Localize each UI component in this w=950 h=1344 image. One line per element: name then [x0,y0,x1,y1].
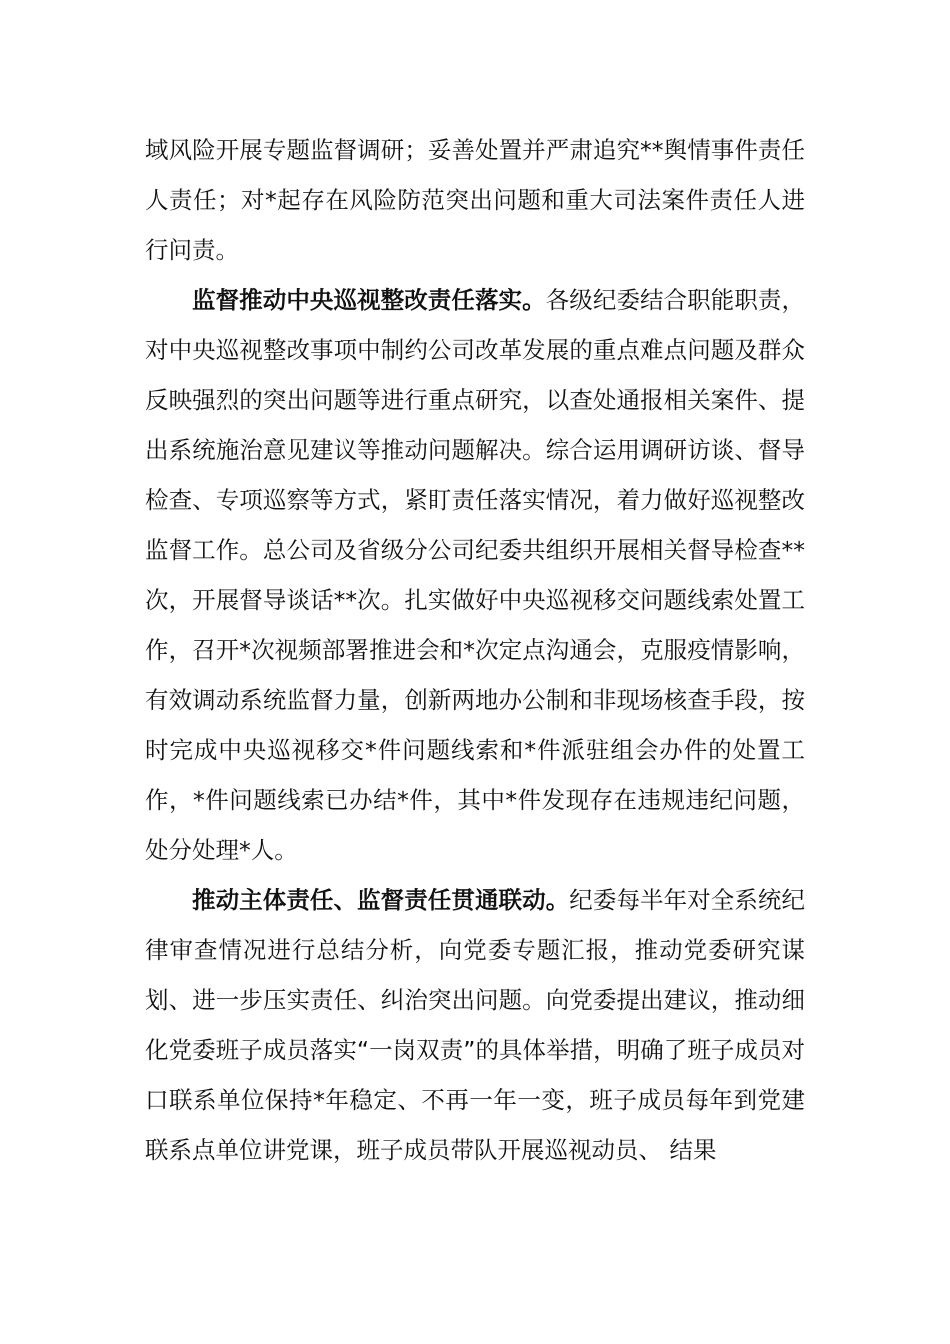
paragraph-heading: 推动主体责任、监督责任贯通联动。 [192,886,570,914]
paragraph-body: 纪委每半年对全系统纪律审查情况进行总结分析，向党委专题汇报，推动党委研究谋划、进一步压实责任、纠治突出问题。向党委提出建议，推动细化党委班子成员落实“一岗双责”的具体举措，明确了班子成员对口联系单位保持*年稳定、不再一年一变，班子成员每年到党建联系点单位讲党课，班子成员带队开展巡视动员、 结果 [145,886,806,1164]
paragraph-inspection-rectification [145,275,805,875]
paragraph-responsibility-linkage [145,875,805,1175]
document-page [145,125,805,1175]
paragraph-body: 各级纪委结合职能职责，对中央巡视整改事项中制约公司改革发展的重点难点问题及群众反映强烈的突出问题等进行重点研究，以查处通报相关案件、提出系统施治意见建议等推动问题解决。综合运用调研访谈、督导检查、专项巡察等方式，紧盯责任落实情况，着力做好巡视整改监督工作。总公司及省级分公司纪委共组织开展相关督导检查**次，开展督导谈话**次。扎实做好中央巡视移交问题线索处置工作，召开*次视频部署推进会和*次定点沟通会，克服疫情影响，有效调动系统监督力量，创新两地办公制和非现场核查手段，按时完成中央巡视移交*件问题线索和*件派驻组会办件的处置工作，*件问题线索已办结*件，其中*件发现存在违规违纪问题，处分处理*人。 [145,286,806,864]
paragraph-body: 域风险开展专题监督调研；妥善处置并严肃追究**舆情事件责任人责任；对*起存在风险防范突出问题和重大司法案件责任人进行问责。 [145,136,805,264]
paragraph-continuation [145,125,805,275]
paragraph-heading: 监督推动中央巡视整改责任落实。 [192,286,546,314]
